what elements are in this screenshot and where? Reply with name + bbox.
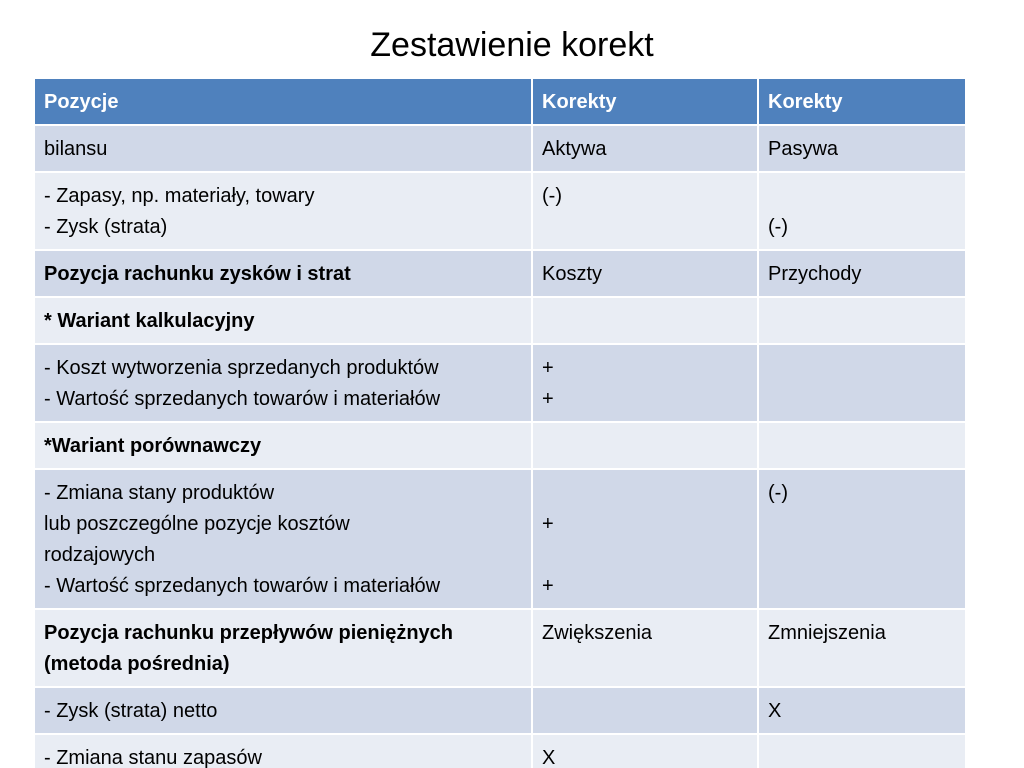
cell-value: (-) [768,216,788,238]
table-row [34,297,966,344]
korekty-cell [758,297,966,344]
table-row [34,469,966,609]
korekty-cell [758,687,966,734]
cell-value: Przychody [768,263,862,285]
korekty-cell [758,125,966,172]
table-row [34,172,966,250]
header-korekty-pasywa: Korekty [758,78,966,125]
section-heading-cell [34,422,532,469]
cell-value: (-) [542,185,562,207]
row-label: bilansu [44,138,108,160]
table-header-row [34,78,966,125]
cell-value [542,540,748,571]
row-label: - Zmiana stanu zapasów [44,747,262,768]
section-heading-cell [34,297,532,344]
section-heading: (metoda pośrednia) [44,653,230,675]
section-heading-cell [34,609,532,687]
row-label: - Wartość sprzedanych towarów i materiałów [44,388,441,410]
table-row [34,734,966,768]
row-label: - Zapasy, np. materiały, towary [44,185,315,207]
cell-value [768,306,956,337]
cell-value: Zwiększenia [542,622,653,644]
cell-value: X [768,700,782,722]
table-row [34,422,966,469]
cell-value: + [542,357,554,379]
korekty-cell [532,734,758,768]
row-label-cell [34,172,532,250]
cell-value: Koszty [542,263,603,285]
cell-value: X [542,747,556,768]
row-label: - Zmiana stany produktów [44,482,275,504]
cell-value: Pasywa [768,138,839,160]
section-heading-cell [34,250,532,297]
row-label: - Zysk (strata) [44,216,168,238]
korekty-cell [532,125,758,172]
cell-value: Aktywa [542,138,607,160]
table-row [34,344,966,422]
korekty-cell [532,687,758,734]
korekty-cell [532,250,758,297]
korekty-cell [758,422,966,469]
row-label-cell [34,687,532,734]
cell-value [768,353,956,384]
row-label: rodzajowych [44,544,156,566]
row-label: - Wartość sprzedanych towarów i materiałów [44,575,441,597]
cell-value: + [542,388,554,410]
table-row [34,125,966,172]
cell-value [542,696,748,727]
section-heading: Pozycja rachunku przepływów pieniężnych [44,622,453,644]
korekty-cell [758,250,966,297]
korekty-cell [758,469,966,609]
header-korekty-aktywa: Korekty [532,78,758,125]
korekty-cell [758,734,966,768]
cell-value [542,306,748,337]
korekty-cell [532,469,758,609]
header-pozycje: Pozycje [34,78,532,125]
korekty-cell [532,609,758,687]
corrections-table [33,77,967,768]
slide-title: Zestawienie korekt [370,26,654,64]
row-label-cell [34,344,532,422]
section-heading: *Wariant porównawczy [44,435,262,457]
korekty-cell [532,297,758,344]
cell-value: + [542,575,554,597]
korekty-cell [758,344,966,422]
cell-value: + [542,513,554,535]
row-label-cell [34,125,532,172]
cell-value: Zmniejszenia [768,622,886,644]
row-label-cell [34,734,532,768]
cell-value [768,431,956,462]
row-label-cell [34,469,532,609]
cell-value: (-) [768,482,788,504]
korekty-cell [758,609,966,687]
cell-value [542,478,748,509]
korekty-cell [532,344,758,422]
korekty-cell [758,172,966,250]
table-row [34,609,966,687]
section-heading: Pozycja rachunku zysków i strat [44,263,351,285]
cell-value [768,181,956,212]
table-row [34,687,966,734]
row-label: lub poszczególne pozycje kosztów [44,513,350,535]
table-row [34,250,966,297]
korekty-cell [532,422,758,469]
cell-value [542,431,748,462]
cell-value [542,212,748,243]
cell-value [768,743,956,768]
row-label: - Zysk (strata) netto [44,700,218,722]
korekty-cell [532,172,758,250]
row-label: - Koszt wytworzenia sprzedanych produktów [44,357,439,379]
section-heading: * Wariant kalkulacyjny [44,310,255,332]
